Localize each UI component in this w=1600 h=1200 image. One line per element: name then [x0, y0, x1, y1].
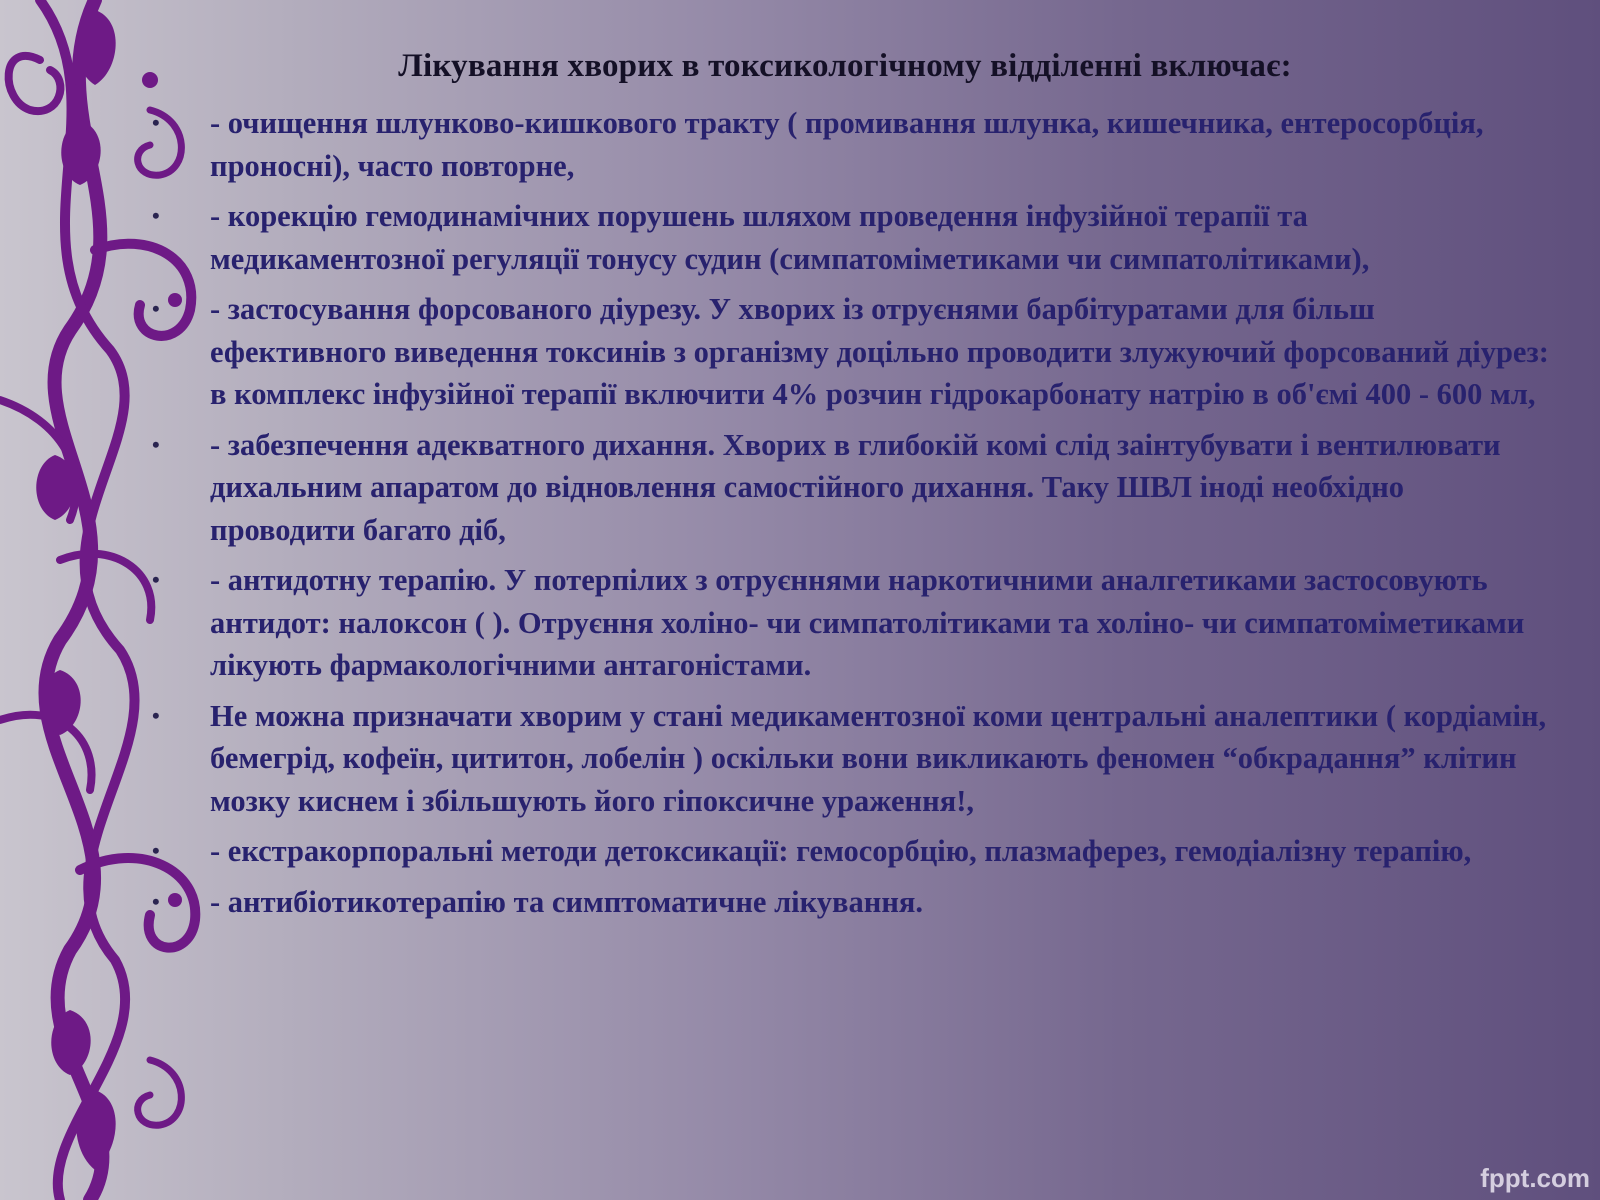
list-item-text: - очищення шлунково-кишкового тракту ( промивання шлунка, кишечника, ентеросорбція, проносні), часто повторне,: [210, 106, 1484, 183]
bullet-marker: •: [152, 567, 160, 592]
list-item: [140, 288, 1550, 416]
bullet-list: [140, 102, 1550, 931]
list-item-text: - забезпечення адекватного дихання. Хворих в глибокій комі слід заінтубувати і вентилювати дихальним апаратом до відновлення самостійного дихання. Таку ШВЛ іноді необхідно проводити багато діб,: [210, 427, 1501, 547]
bullet-marker: •: [152, 888, 160, 914]
list-item-text: - застосування форсованого діурезу. У хворих із отруєнями барбітуратами для більш ефективного виведення токсинів з організму доцільно проводити злужуючий форсований діурез: в комплекс інфузійної терапії включити 4% розчин гідрокарбонату натрію в об'ємі 400 - 600 мл,: [210, 292, 1549, 411]
bullet-marker: •: [152, 431, 160, 457]
bullet-marker: •: [152, 702, 160, 728]
list-item: [140, 559, 1550, 687]
list-item: [140, 830, 1550, 873]
list-item-text: - екстракорпоральні методи детоксикації: гемосорбцію, плазмаферез, гемодіалізну терапію,: [210, 834, 1472, 868]
bullet-marker: •: [152, 838, 160, 863]
slide-title: Лікування хворих в токсикологічному відділенні включає:: [398, 48, 1292, 84]
list-item: [140, 195, 1550, 280]
list-item-text: Не можна призначати хворим у стані медикаментозної коми центральні аналептики ( кордіамін, бемегрід, кофеїн, цититон, лобелін ) оскільки вони викликають феномен “обкрадання” клітин мозку киснем і збільшують його гіпоксичне ураження!,: [210, 698, 1547, 818]
bullet-marker: •: [152, 203, 160, 228]
list-item-text: - антидотну терапію. У потерпілих з отруєннями наркотичними аналгетиками застосовують антидот: налоксон ( ). Отруєння холіно- чи симпатолітиками та холіно- чи симпатоміметиками лікують фармакологічними антагоністами.: [210, 563, 1525, 682]
list-item-text: - корекцію гемодинамічних порушень шляхом проведення інфузійної терапії та медикаментозної регуляції тонусу судин (симпатоміметиками чи симпатолітиками),: [210, 199, 1370, 276]
footer-brand-watermark: fppt.com: [1480, 1163, 1590, 1193]
bullet-marker: •: [152, 110, 160, 135]
list-item: [140, 881, 1550, 924]
list-item-text: - антибіотикотерапію та симптоматичне лікування.: [210, 884, 924, 919]
list-item: [140, 695, 1550, 823]
bullet-marker: •: [152, 296, 160, 321]
list-item: [140, 424, 1550, 552]
list-item: [140, 102, 1550, 187]
